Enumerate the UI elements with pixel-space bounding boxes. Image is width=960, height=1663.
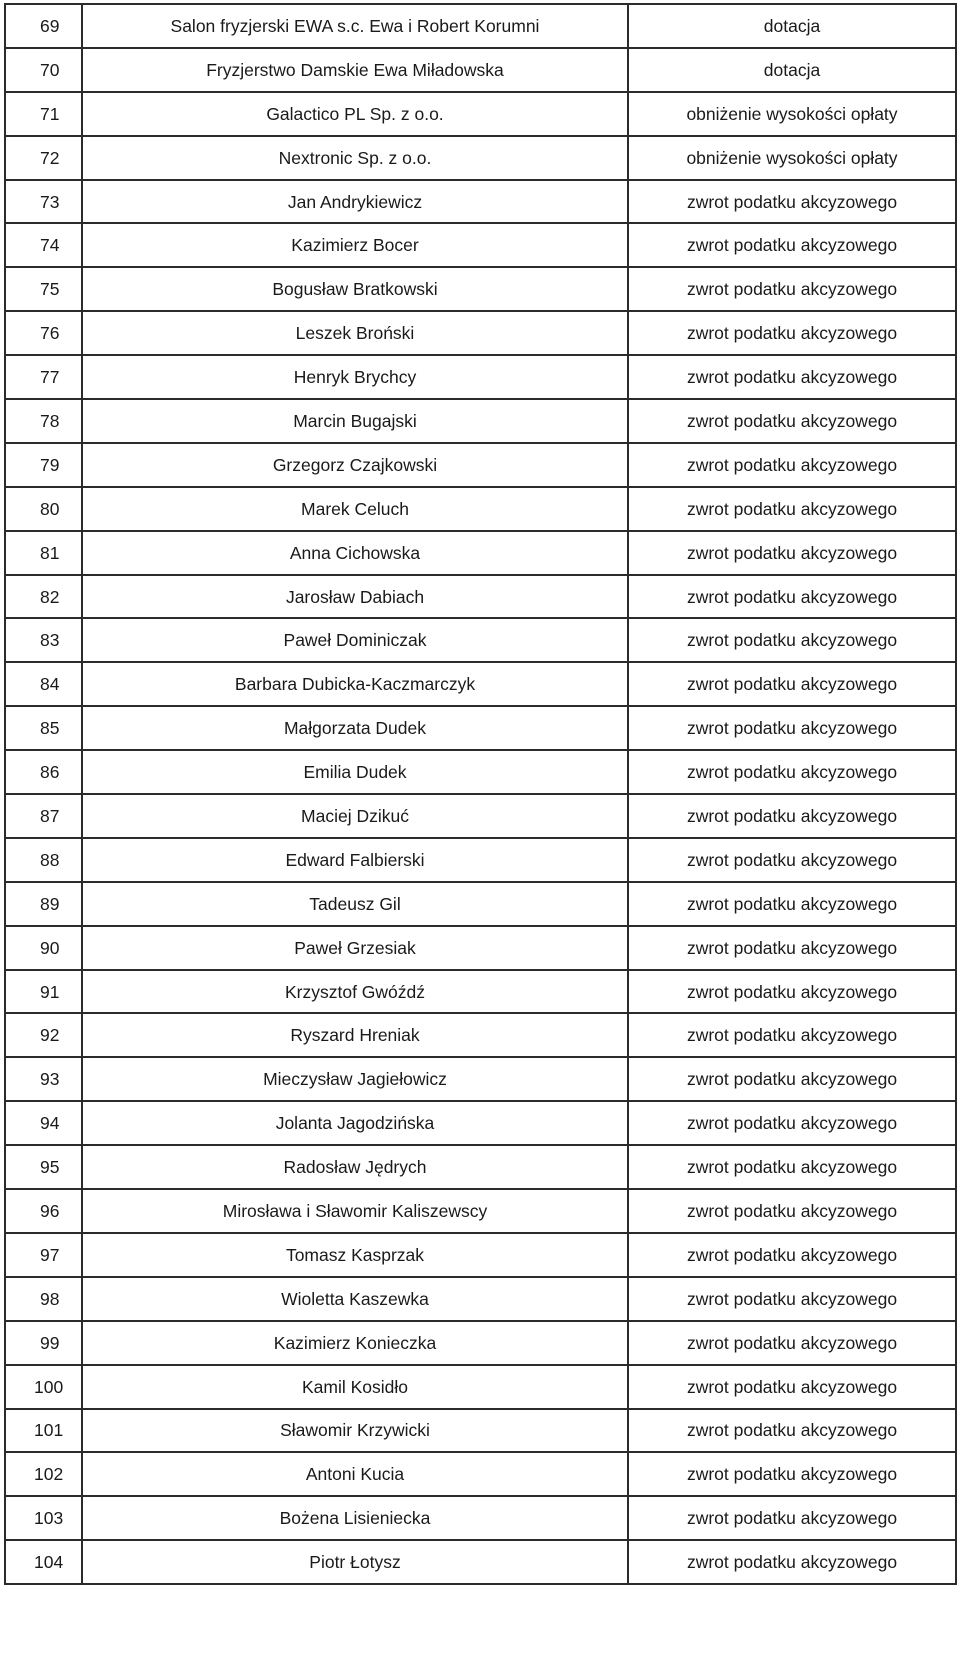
table-row (5, 662, 956, 706)
aid-reason: zwrot podatku akcyzowego (628, 1452, 956, 1496)
aid-reason: zwrot podatku akcyzowego (628, 267, 956, 311)
recipient-name: Tomasz Kasprzak (82, 1233, 628, 1277)
row-number: 81 (5, 531, 82, 575)
row-number: 98 (5, 1277, 82, 1321)
recipient-name: Mirosława i Sławomir Kaliszewscy (82, 1189, 628, 1233)
aid-reason: zwrot podatku akcyzowego (628, 1189, 956, 1233)
row-number: 84 (5, 662, 82, 706)
table-row (5, 706, 956, 750)
aid-reason: zwrot podatku akcyzowego (628, 794, 956, 838)
table-row (5, 575, 956, 619)
aid-reason: zwrot podatku akcyzowego (628, 399, 956, 443)
recipient-name: Radosław Jędrych (82, 1145, 628, 1189)
aid-reason: obniżenie wysokości opłaty (628, 92, 956, 136)
aid-reason: zwrot podatku akcyzowego (628, 618, 956, 662)
row-number: 91 (5, 970, 82, 1014)
table-row (5, 750, 956, 794)
row-number: 92 (5, 1013, 82, 1057)
recipient-name: Jolanta Jagodzińska (82, 1101, 628, 1145)
table-row (5, 882, 956, 926)
row-number: 93 (5, 1057, 82, 1101)
table-row (5, 1013, 956, 1057)
recipient-name: Kazimierz Bocer (82, 223, 628, 267)
recipient-name: Paweł Dominiczak (82, 618, 628, 662)
row-number: 97 (5, 1233, 82, 1277)
recipient-name: Mieczysław Jagiełowicz (82, 1057, 628, 1101)
table-row (5, 180, 956, 224)
row-number: 70 (5, 48, 82, 92)
aid-reason: zwrot podatku akcyzowego (628, 1540, 956, 1584)
recipient-name: Fryzjerstwo Damskie Ewa Miładowska (82, 48, 628, 92)
recipient-name: Kamil Kosidło (82, 1365, 628, 1409)
table-row (5, 443, 956, 487)
aid-reason: zwrot podatku akcyzowego (628, 1057, 956, 1101)
aid-reason: zwrot podatku akcyzowego (628, 1101, 956, 1145)
aid-reason: zwrot podatku akcyzowego (628, 180, 956, 224)
row-number: 88 (5, 838, 82, 882)
aid-reason: zwrot podatku akcyzowego (628, 926, 956, 970)
table-row (5, 1452, 956, 1496)
table-row (5, 1365, 956, 1409)
row-number: 83 (5, 618, 82, 662)
table-row (5, 355, 956, 399)
recipient-name: Jan Andrykiewicz (82, 180, 628, 224)
table-row (5, 1057, 956, 1101)
aid-reason: zwrot podatku akcyzowego (628, 838, 956, 882)
table-row (5, 794, 956, 838)
table-row (5, 223, 956, 267)
table-row (5, 92, 956, 136)
table-row (5, 838, 956, 882)
aid-reason: zwrot podatku akcyzowego (628, 662, 956, 706)
recipient-name: Małgorzata Dudek (82, 706, 628, 750)
row-number: 96 (5, 1189, 82, 1233)
recipient-name: Salon fryzjerski EWA s.c. Ewa i Robert Korumni (82, 4, 628, 48)
row-number: 85 (5, 706, 82, 750)
aid-reason: zwrot podatku akcyzowego (628, 706, 956, 750)
aid-reason: zwrot podatku akcyzowego (628, 531, 956, 575)
aid-reason: zwrot podatku akcyzowego (628, 487, 956, 531)
aid-reason: zwrot podatku akcyzowego (628, 1233, 956, 1277)
aid-reason: zwrot podatku akcyzowego (628, 1496, 956, 1540)
aid-reason: zwrot podatku akcyzowego (628, 443, 956, 487)
row-number: 72 (5, 136, 82, 180)
aid-reason: obniżenie wysokości opłaty (628, 136, 956, 180)
row-number: 86 (5, 750, 82, 794)
table-row (5, 487, 956, 531)
table-row (5, 531, 956, 575)
table-row (5, 618, 956, 662)
row-number: 77 (5, 355, 82, 399)
recipient-name: Bożena Lisieniecka (82, 1496, 628, 1540)
aid-reason: zwrot podatku akcyzowego (628, 750, 956, 794)
aid-reason: zwrot podatku akcyzowego (628, 1321, 956, 1365)
aid-reason: dotacja (628, 4, 956, 48)
recipient-name: Henryk Brychcy (82, 355, 628, 399)
row-number: 82 (5, 575, 82, 619)
table-row (5, 1233, 956, 1277)
row-number: 75 (5, 267, 82, 311)
table-row (5, 1321, 956, 1365)
row-number: 94 (5, 1101, 82, 1145)
recipient-name: Marek Celuch (82, 487, 628, 531)
table-row (5, 136, 956, 180)
recipient-name: Nextronic Sp. z o.o. (82, 136, 628, 180)
table-row (5, 48, 956, 92)
table-row (5, 267, 956, 311)
row-number: 90 (5, 926, 82, 970)
recipient-name: Grzegorz Czajkowski (82, 443, 628, 487)
row-number: 103 (5, 1496, 82, 1540)
aid-reason: zwrot podatku akcyzowego (628, 223, 956, 267)
recipient-name: Edward Falbierski (82, 838, 628, 882)
recipient-name: Jarosław Dabiach (82, 575, 628, 619)
row-number: 69 (5, 4, 82, 48)
recipient-name: Kazimierz Konieczka (82, 1321, 628, 1365)
row-number: 101 (5, 1409, 82, 1453)
recipient-name: Wioletta Kaszewka (82, 1277, 628, 1321)
recipient-name: Paweł Grzesiak (82, 926, 628, 970)
row-number: 95 (5, 1145, 82, 1189)
row-number: 73 (5, 180, 82, 224)
aid-reason: zwrot podatku akcyzowego (628, 1145, 956, 1189)
recipient-name: Sławomir Krzywicki (82, 1409, 628, 1453)
row-number: 78 (5, 399, 82, 443)
row-number: 80 (5, 487, 82, 531)
table-row (5, 926, 956, 970)
table-row (5, 1189, 956, 1233)
recipient-name: Tadeusz Gil (82, 882, 628, 926)
aid-reason: zwrot podatku akcyzowego (628, 311, 956, 355)
table-row (5, 1496, 956, 1540)
row-number: 76 (5, 311, 82, 355)
table-row (5, 1145, 956, 1189)
aid-reason: zwrot podatku akcyzowego (628, 1409, 956, 1453)
row-number: 100 (5, 1365, 82, 1409)
table-row (5, 4, 956, 48)
aid-reason: zwrot podatku akcyzowego (628, 1013, 956, 1057)
table-row (5, 1277, 956, 1321)
row-number: 79 (5, 443, 82, 487)
row-number: 99 (5, 1321, 82, 1365)
table-row (5, 1540, 956, 1584)
recipient-name: Bogusław Bratkowski (82, 267, 628, 311)
table-row (5, 1409, 956, 1453)
aid-reason: zwrot podatku akcyzowego (628, 1277, 956, 1321)
recipient-name: Ryszard Hreniak (82, 1013, 628, 1057)
table-row (5, 311, 956, 355)
aid-reason: zwrot podatku akcyzowego (628, 575, 956, 619)
recipient-name: Piotr Łotysz (82, 1540, 628, 1584)
table-body (5, 4, 956, 1584)
table-row (5, 970, 956, 1014)
recipient-name: Leszek Broński (82, 311, 628, 355)
aid-reason: zwrot podatku akcyzowego (628, 882, 956, 926)
table-row (5, 1101, 956, 1145)
recipient-name: Galactico PL Sp. z o.o. (82, 92, 628, 136)
aid-reason: zwrot podatku akcyzowego (628, 355, 956, 399)
recipient-name: Emilia Dudek (82, 750, 628, 794)
row-number: 87 (5, 794, 82, 838)
recipient-name: Krzysztof Gwóźdź (82, 970, 628, 1014)
recipient-name: Barbara Dubicka-Kaczmarczyk (82, 662, 628, 706)
aid-recipients-table (4, 3, 957, 1585)
recipient-name: Antoni Kucia (82, 1452, 628, 1496)
recipient-name: Maciej Dzikuć (82, 794, 628, 838)
row-number: 74 (5, 223, 82, 267)
aid-reason: zwrot podatku akcyzowego (628, 1365, 956, 1409)
aid-reason: zwrot podatku akcyzowego (628, 970, 956, 1014)
row-number: 71 (5, 92, 82, 136)
row-number: 89 (5, 882, 82, 926)
row-number: 104 (5, 1540, 82, 1584)
recipient-name: Marcin Bugajski (82, 399, 628, 443)
recipient-name: Anna Cichowska (82, 531, 628, 575)
table-row (5, 399, 956, 443)
aid-reason: dotacja (628, 48, 956, 92)
row-number: 102 (5, 1452, 82, 1496)
